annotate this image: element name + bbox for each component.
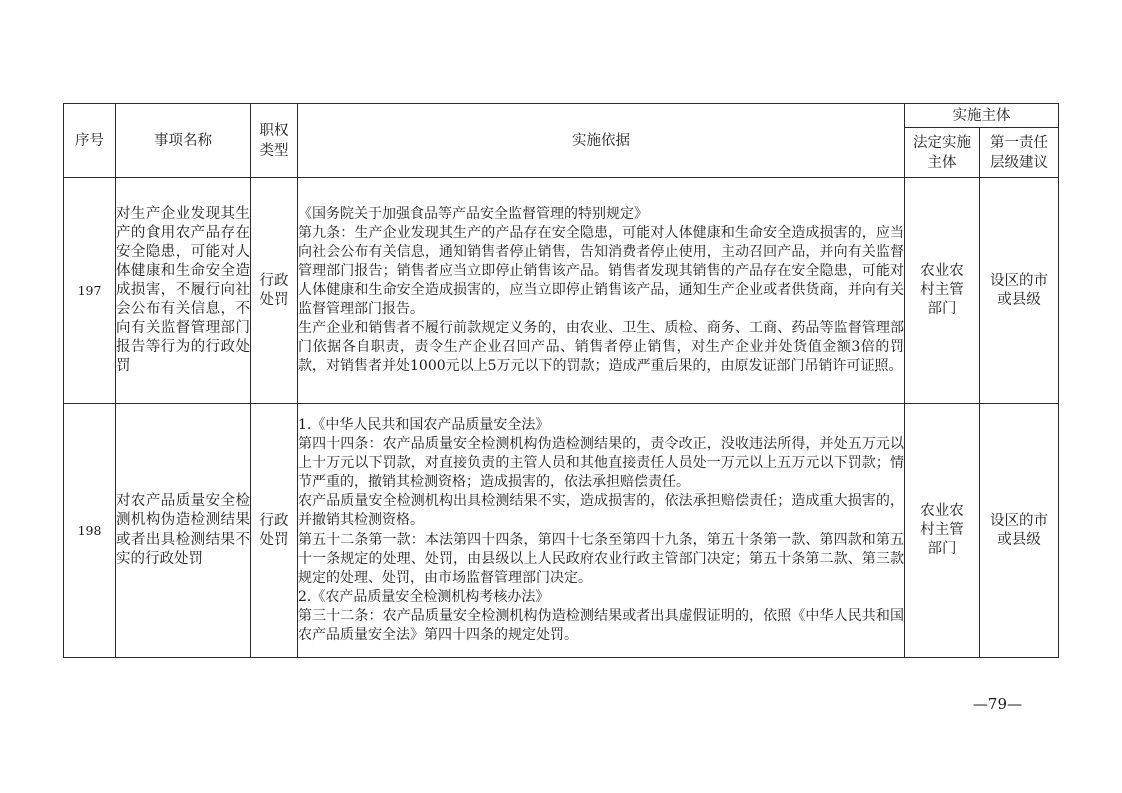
header-authority-type (251, 104, 298, 178)
row-level (980, 178, 1059, 404)
row-level (980, 404, 1059, 658)
header-legal-body-text: 法定实施主体 (912, 134, 971, 171)
header-authority-type-text: 职权类型 (259, 122, 289, 159)
row-item-name: 对生产企业发现其生产的食用农产品存在安全隐患，可能对人体健康和生命安全造成损害，不履行向社会公布有关信息，不向有关监督管理部门报告等行为的行政处罚 (116, 178, 251, 404)
row-seq: 197 (64, 178, 116, 404)
basis-paragraph: 第四十四条：农产品质量安全检测机构伪造检测结果的，责令改正，没收违法所得，并处五万元以上十万元以下罚款，对直接负责的主管人员和其他直接责任人员处一万元以上五万元以下罚款；情节严重的，撤销其检测资格；造成损害的，依法承担赔偿责任。 (298, 436, 904, 491)
row-item-name: 对农产品质量安全检测机构伪造检测结果或者出具检测结果不实的行政处罚 (116, 404, 251, 658)
basis-paragraph: 生产企业和销售者不履行前款规定义务的，由农业、卫生、质检、商务、工商、药品等监督管理部门依据各自职责，责令生产企业召回产品、销售者停止销售，对生产企业并处货值金额3倍的罚款，对销售者并处1000元以上5万元以下的罚款；造成严重后果的，由原发证部门吊销许可证照。 (298, 320, 904, 375)
table-row (64, 404, 1059, 658)
header-legal-body (905, 128, 980, 178)
row-type (251, 404, 298, 658)
basis-paragraph: 2.《农产品质量安全检测机构考核办法》 (298, 588, 550, 605)
basis-paragraph: 第九条：生产企业发现其生产的产品存在安全隐患，可能对人体健康和生命安全造成损害的，应当向社会公布有关信息，通知销售者停止销售，告知消费者停止使用，主动召回产品，并向有关监督管理部门报告；销售者应当立即停止销售该产品。销售者发现其销售的产品存在安全隐患，可能对人体健康和生命安全造成损害的，应当立即停止销售该产品，通知生产企业或者供货商，并向有关监督管理部门报告。 (298, 224, 904, 318)
row-level-text: 设区的市或县级 (990, 512, 1048, 548)
header-basis: 实施依据 (298, 104, 905, 178)
header-first-level (980, 128, 1059, 178)
basis-paragraph: 农产品质量安全检测机构出具检测结果不实，造成损害的，依法承担赔偿责任；造成重大损害的，并撤销其检测资格。 (298, 493, 904, 529)
row-type-text: 行政处罚 (259, 512, 289, 548)
row-basis (298, 178, 905, 404)
basis-paragraph: 第五十二条第一款：本法第四十四条，第四十七条至第四十九条，第五十条第一款、第四款和第五十一条规定的处理、处罚，由县级以上人民政府农业行政主管部门决定；第五十条第二款、第三款规定的处理、处罚，由市场监督管理部门决定。 (298, 531, 904, 586)
page-number: —79— (972, 695, 1022, 713)
row-legal-body (905, 404, 980, 658)
row-level-text: 设区的市或县级 (990, 272, 1048, 308)
row-legal-body-text: 农业农村主管部门 (920, 503, 964, 557)
header-first-level-text: 第一责任层级建议 (989, 134, 1048, 171)
row-basis (298, 404, 905, 658)
table-row (64, 178, 1059, 404)
header-seq: 序号 (64, 104, 116, 178)
row-legal-body (905, 178, 980, 404)
row-seq: 198 (64, 404, 116, 658)
basis-paragraph: 《国务院关于加强食品等产品安全监督管理的特别规定》 (298, 205, 648, 222)
row-type (251, 178, 298, 404)
authority-table (63, 103, 1059, 658)
header-implementing-body: 实施主体 (905, 104, 1059, 128)
row-type-text: 行政处罚 (259, 272, 289, 308)
header-item-name: 事项名称 (116, 104, 251, 178)
basis-paragraph: 第三十二条：农产品质量安全检测机构伪造检测结果或者出具虚假证明的，依照《中华人民共和国农产品质量安全法》第四十四条的规定处罚。 (298, 607, 904, 643)
row-legal-body-text: 农业农村主管部门 (920, 263, 964, 317)
basis-paragraph: 1.《中华人民共和国农产品质量安全法》 (298, 416, 550, 433)
